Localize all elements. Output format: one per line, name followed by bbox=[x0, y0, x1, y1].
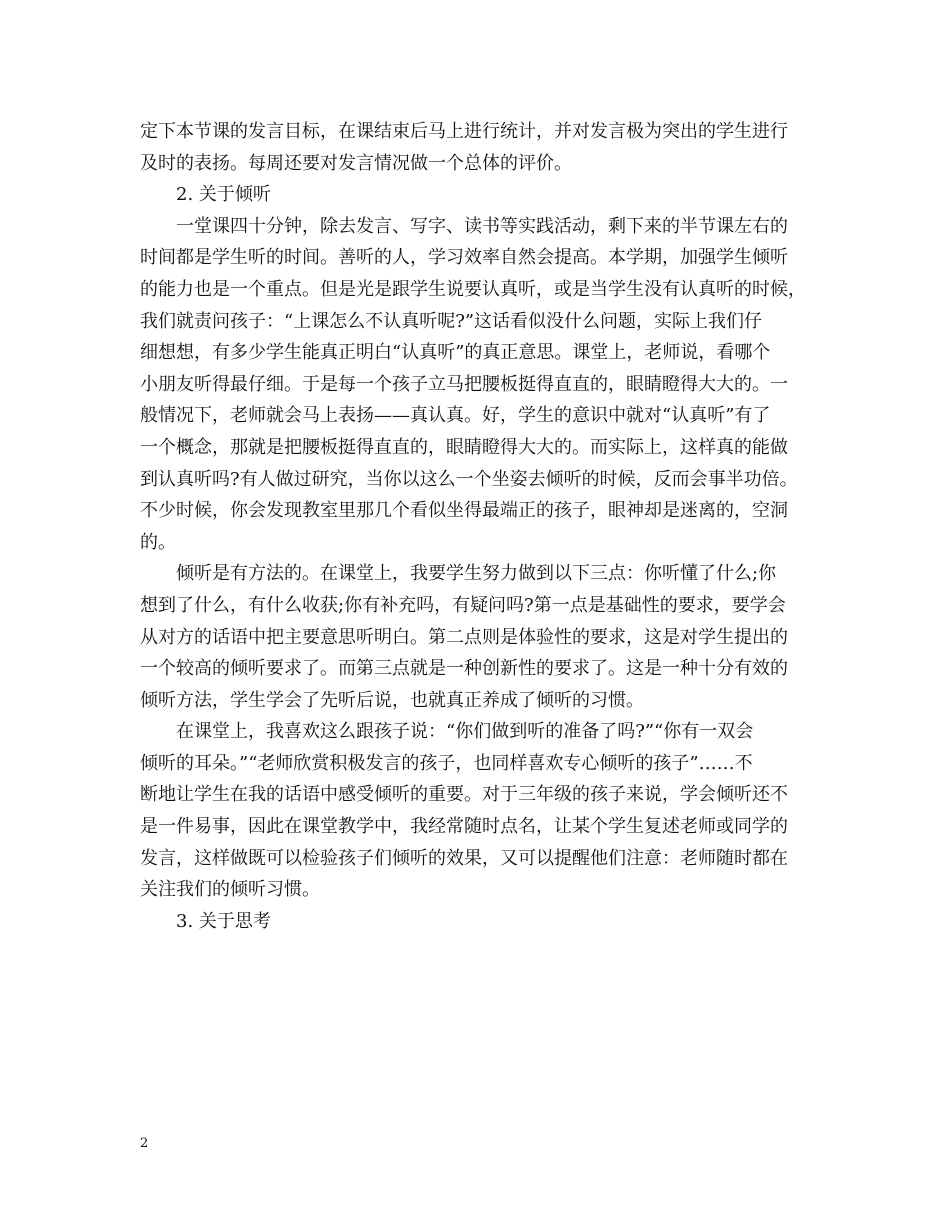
section-heading-listening: 2. 关于倾听 bbox=[176, 184, 271, 206]
paragraph-listening-time: 一堂课四十分钟，除去发言、写字、读书等实践活动，剩下来的半节课左右的 时间都是学生听的时间。善听的人，学习效率自然会提高。本学期，加强学生倾听 的能力也是一个重点。但是光是跟学生说要认真听，或是当学生没有认真听的时候， 我们就责问孩子：“上课怎么不认真听呢?”这话看似没什么问题，实际上我们仔 细想想，有多少学生能真正明白“认真听”的真正意思。课堂上，老师说，看哪个 小朋友听得最仔细。于是每一个孩子立马把腰板挺得直直的，眼睛瞪得大大的。一 般情况下，老师就会马上表扬——真认真。好，学生的意识中就对“认真听”有了 一个概念，那就是把腰板挺得直直的，眼睛瞪得大大的。而实际上，这样真的能做 到认真听吗?有人做过研究，当你以这么一个坐姿去倾听的时候，反而会事半功倍。 不少时候，你会发现教室里那几个看似坐得最端正的孩子，眼神却是迷离的，空洞 的。 bbox=[140, 215, 806, 553]
paragraph-listening-method: 倾听是有方法的。在课堂上，我要学生努力做到以下三点：你听懂了什么;你 想到了什么，有什么收获;你有补充吗，有疑问吗?第一点是基础性的要求，要学会 从对方的话语中把主要意思听明白。第二点则是体验性的要求，这是对学生提出的 一个较高的倾听要求了。而第三点就是一种创新性的要求了。这是一种十分有效的 倾听方法，学生学会了先听后说，也就真正养成了倾听的习惯。 bbox=[140, 563, 788, 711]
page-number: 2 bbox=[140, 1136, 149, 1151]
section-heading-thinking: 3. 关于思考 bbox=[176, 910, 271, 932]
paragraph-continuation: 定下本节课的发言目标，在课结束后马上进行统计，并对发言极为突出的学生进行 及时的表扬。每周还要对发言情况做一个总体的评价。 bbox=[140, 121, 788, 174]
paragraph-classroom-practice: 在课堂上，我喜欢这么跟孩子说：“你们做到听的准备了吗?”“你有一双会 倾听的耳朵。”“老师欣赏积极发言的孩子，也同样喜欢专心倾听的孩子”……不 断地让学生在我的话语中感受倾听的重要。对于三年级的孩子来说，学会倾听还不 是一件易事，因此在课堂教学中，我经常随时点名，让某个学生复述老师或同学的 发言，这样做既可以检验孩子们倾听的效果，又可以提醒他们注意：老师随时都在 关注我们的倾听习惯。 bbox=[140, 721, 788, 901]
document-body bbox=[140, 116, 828, 937]
